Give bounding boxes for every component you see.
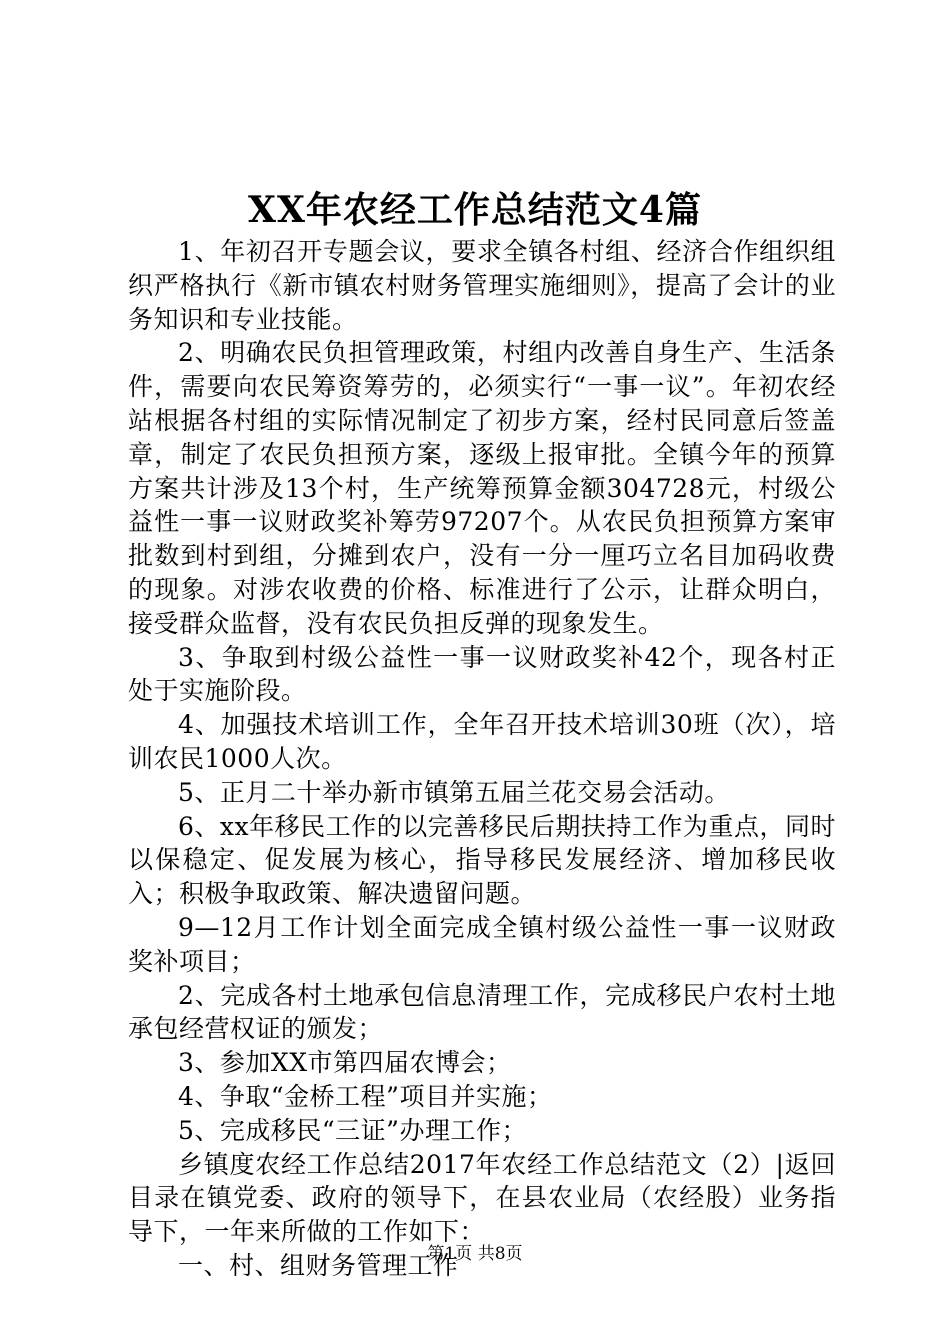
paragraph: 5、正月二十举办新市镇第五届兰花交易会活动。 xyxy=(178,777,730,807)
paragraph: 4、加强技术培训工作，全年召开技术培训30班（次），培训农民1000人次。 xyxy=(128,710,836,773)
page-footer: 第1页 共8页 xyxy=(427,1244,523,1264)
document-body xyxy=(128,235,836,1283)
paragraph: 5、完成移民“三证”办理工作； xyxy=(178,1115,527,1145)
paragraph: 一、村、组财务管理工作 xyxy=(178,1250,459,1280)
paragraph: 2、明确农民负担管理政策，村组内改善自身生产、生活条件，需要向农民筹资筹劳的，必须实行“一事一议”。年初农经站根据各村组的实际情况制定了初步方案，经村民同意后签盖章，制定了农民负担预方案，逐级上报审批。全镇今年的预算方案共计涉及13个村，生产统筹预算金额304728元，村级公益性一事一议财政奖补筹劳97207个。从农民负担预算方案审批数到村到组，分摊到农户，没有一分一厘巧立名目加码收费的现象。对涉农收费的价格、标准进行了公示，让群众明白，接受群众监督，没有农民负担反弹的现象发生。 xyxy=(128,338,836,638)
paragraph: 9—12月工作计划全面完成全镇村级公益性一事一议财政奖补项目； xyxy=(128,912,836,976)
paragraph: 6、xx年移民工作的以完善移民后期扶持工作为重点，同时以保稳定、促发展为核心，指导移民发展经济、增加移民收入；积极争取政策、解决遗留问题。 xyxy=(128,811,836,909)
document-title: XX年农经工作总结范文4篇 xyxy=(248,189,702,231)
paragraph: 4、争取“金桥工程”项目并实施； xyxy=(178,1081,553,1111)
paragraph: 2、完成各村土地承包信息清理工作，完成移民户农村土地承包经营权证的颁发； xyxy=(128,980,836,1044)
paragraph: 乡镇度农经工作总结2017年农经工作总结范文（2）|返回目录在镇党委、政府的领导下，在县农业局（农经股）业务指导下，一年来所做的工作如下： xyxy=(128,1149,836,1247)
paragraph: 3、参加XX市第四届农博会； xyxy=(178,1048,512,1078)
paragraph: 3、争取到村级公益性一事一议财政奖补42个，现各村正处于实施阶段。 xyxy=(128,642,836,706)
paragraph: 1、年初召开专题会议，要求全镇各村组、经济合作组织组织严格执行《新市镇农村财务管理实施细则》，提高了会计的业务知识和专业技能。 xyxy=(128,237,836,334)
